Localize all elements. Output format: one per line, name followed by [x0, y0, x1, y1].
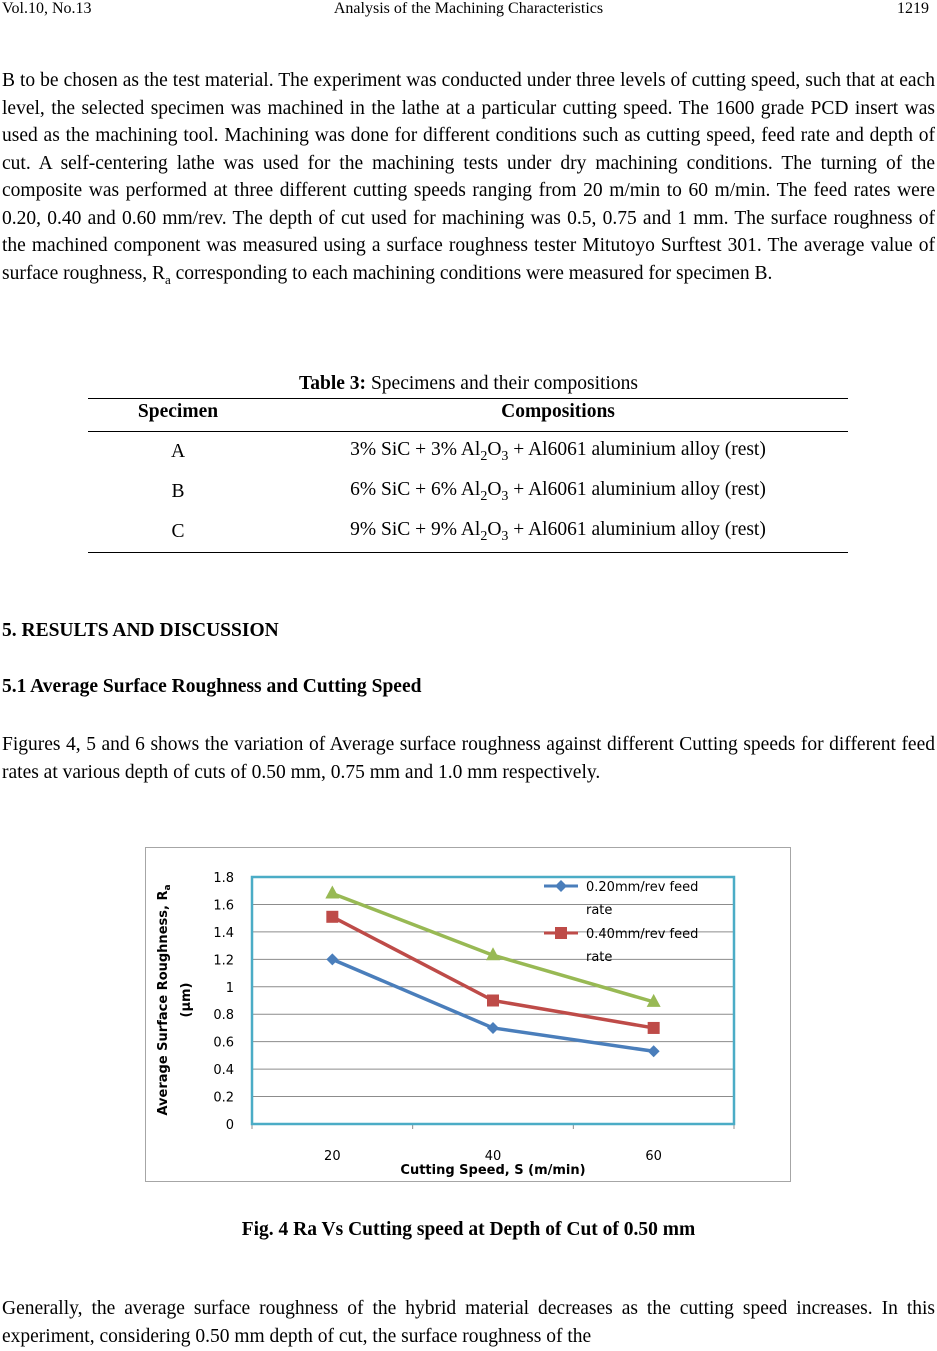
subsection-heading: 5.1 Average Surface Roughness and Cutting Speed: [2, 676, 422, 697]
y-tick-label: 0: [225, 1118, 234, 1133]
composition-cell: 3% SiC + 3% $Al_2O_3 + Al6061$ aluminium alloy (rest): [350, 438, 766, 464]
closing-paragraph: Generally, the average surface roughness of the hybrid material decreases as the cutting speed increases. In this experiment, considering 0.50 mm depth of cut, the surface roughness of the: [2, 1298, 935, 1347]
table-row: [88, 432, 848, 473]
legend-marker: [555, 880, 567, 892]
table-row: [88, 512, 848, 553]
y-tick-label: 0.4: [213, 1063, 234, 1079]
y-tick-label: 0.2: [213, 1090, 234, 1106]
data-point-series-1: [487, 1022, 499, 1034]
y-tick-label: 1.2: [213, 953, 234, 969]
data-point-series-1: [326, 953, 338, 965]
y-tick-label: 0.6: [213, 1035, 234, 1051]
specimen-cell: B: [171, 480, 185, 502]
page-header: [0, 0, 937, 22]
subscript: 2: [480, 528, 488, 544]
y-axis-label: Average Surface Roughness, $R_a$: [156, 884, 173, 1116]
subscript-a: a: [165, 271, 171, 287]
subscript: 3: [501, 488, 509, 504]
y-tick-label: 1.8: [213, 871, 234, 886]
running-title: Analysis of the Machining Characteristics: [333, 0, 604, 17]
chart-svg: [146, 848, 792, 1183]
subscript: 2: [480, 488, 488, 504]
data-point-series-3: [325, 885, 339, 898]
y-tick-label: 1.4: [213, 925, 234, 941]
y-tick-label: 1.6: [213, 898, 234, 914]
data-point-series-2: [648, 1022, 660, 1034]
specimen-cell: C: [171, 520, 185, 542]
figures-paragraph: Figures 4, 5 and 6 shows the variation of Average surface roughness against different Cutting speeds for different feed rates at various depth of cuts of 0.50 mm, 0.75 mm and 1.0 mm respectively.: [2, 734, 935, 783]
intro-paragraph: B to be chosen as the test material. The experiment was conducted under three levels of cutting speed, such that at each level, the selected specimen was machined in the lathe at a particular cutting speed. The 1600 grade PCD insert was used as the machining tool. Machining was done for different conditions such as cutting speed, feed rate and depth of cut. A self-centering lathe was used for the machining tests under dry machining conditions. The turning of the composite was performed at three different cutting speeds ranging from 20 m/min to 60 m/min. The feed rates were 0.20, 0.40 and 0.60 mm/rev. The depth of cut used for machining was 0.5, 0.75 and 1 mm. The surface roughness of the machined component was measured using a surface roughness tester Mitutoyo Surftest 301. The average value of surface roughness, $R_a$ corresponding to each machining conditions were measured for specimen B.: [2, 70, 935, 287]
table-header-row: [88, 399, 848, 432]
figure-caption: Fig. 4 Ra Vs Cutting speed at Depth of Cut of 0.50 mm: [241, 1219, 696, 1240]
column-header-compositions: Compositions: [501, 401, 615, 422]
page-number: 1219: [897, 0, 929, 17]
subscript: 2: [480, 448, 488, 464]
y-tick-label: 1: [225, 980, 234, 996]
specimens-table: [88, 398, 848, 553]
journal-volume: Vol.10, No.13: [2, 0, 92, 17]
data-point-series-2: [326, 911, 338, 923]
x-axis-label: Cutting Speed, S (m/min): [400, 1163, 586, 1178]
legend-marker: [555, 927, 567, 939]
x-tick-label: 60: [645, 1149, 662, 1164]
column-header-specimen: Specimen: [137, 401, 219, 422]
subscript: 3: [501, 448, 509, 464]
x-tick-label: 40: [484, 1149, 502, 1164]
section-heading: 5. RESULTS AND DISCUSSION: [2, 620, 279, 641]
table-caption: Table 3: Specimens and their compositions: [299, 373, 638, 394]
x-tick-label: 20: [324, 1149, 341, 1164]
y-axis-unit-label: (µm): [179, 982, 194, 1018]
data-point-series-2: [487, 995, 499, 1007]
figure-4-chart: [145, 847, 791, 1182]
legend-label: 0.20mm/rev feed: [586, 880, 699, 895]
legend-label-continued: rate: [586, 903, 613, 918]
composition-cell: 9% SiC + 9% $Al_2O_3 + Al6061$ aluminium alloy (rest): [350, 518, 766, 544]
legend-label: 0.40mm/rev feed: [586, 927, 699, 942]
data-point-series-1: [648, 1045, 660, 1057]
legend-label-continued: rate: [586, 950, 613, 965]
composition-cell: 6% SiC + 6% $Al_2O_3 + Al6061$ aluminium alloy (rest): [350, 478, 766, 504]
subscript: 3: [501, 528, 509, 544]
table-row: [88, 472, 848, 512]
specimen-cell: A: [170, 440, 186, 462]
y-tick-label: 0.8: [213, 1008, 234, 1024]
